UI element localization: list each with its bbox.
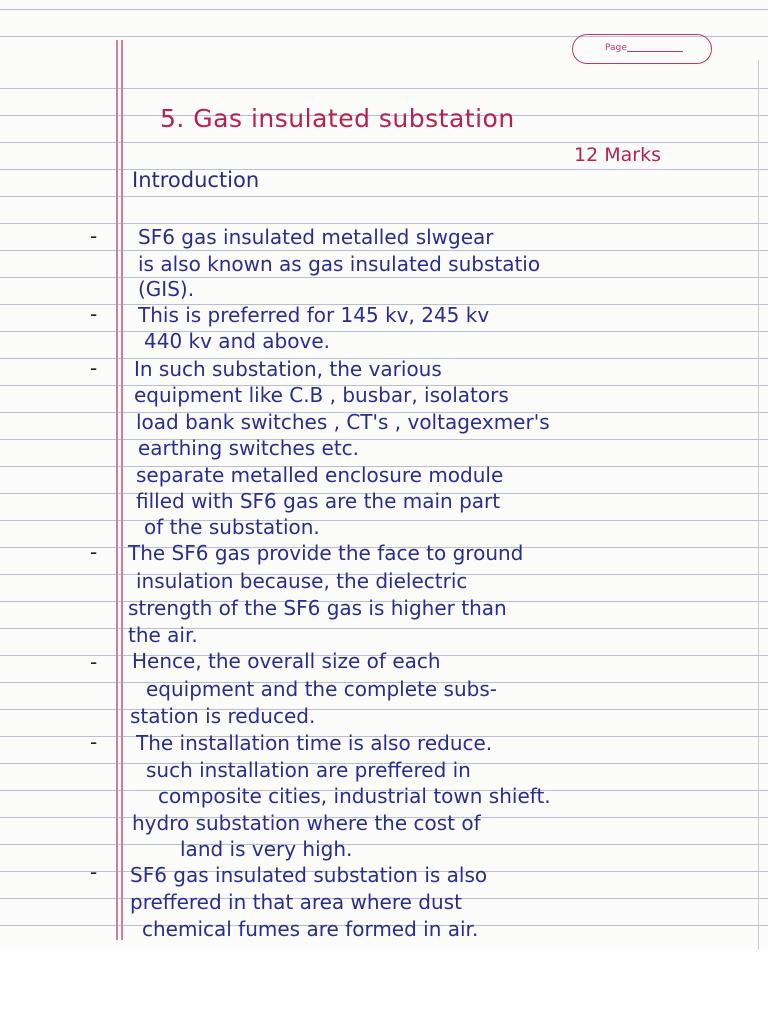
bullet-dash: - bbox=[90, 224, 98, 248]
text-line: This is preferred for 145 kv, 245 kv bbox=[138, 303, 490, 327]
text-line: SF6 gas insulated metalled slwgear bbox=[138, 225, 494, 249]
text-line: strength of the SF6 gas is higher than bbox=[128, 596, 507, 620]
text-line: (GIS). bbox=[138, 277, 195, 301]
page-number-box bbox=[572, 34, 712, 64]
text-line: filled with SF6 gas are the main part bbox=[136, 489, 501, 513]
page-label: Page bbox=[605, 43, 627, 53]
text-line: chemical fumes are formed in air. bbox=[142, 917, 479, 941]
text-line: composite cities, industrial town shieft. bbox=[158, 784, 551, 808]
bullet-dash: - bbox=[90, 730, 98, 754]
text-line: equipment and the complete subs- bbox=[146, 677, 497, 701]
margin-line bbox=[121, 40, 123, 940]
text-line: SF6 gas insulated substation is also bbox=[130, 863, 488, 887]
text-line: separate metalled enclosure module bbox=[136, 463, 504, 487]
bullet-dash: - bbox=[90, 650, 98, 674]
text-line: of the substation. bbox=[144, 515, 320, 539]
page-edge bbox=[758, 60, 759, 950]
marks-label: 12 Marks bbox=[574, 144, 661, 166]
page-number-line bbox=[627, 51, 683, 52]
page-title: 5. Gas insulated substation bbox=[160, 104, 515, 133]
text-line: such installation are preffered in bbox=[146, 758, 471, 782]
text-line: The installation time is also reduce. bbox=[136, 731, 493, 755]
text-line: 440 kv and above. bbox=[144, 329, 330, 353]
bullet-dash: - bbox=[90, 860, 98, 884]
text-line: station is reduced. bbox=[130, 704, 316, 728]
text-line: hydro substation where the cost of bbox=[132, 811, 481, 835]
text-line: equipment like C.B , busbar, isolators bbox=[134, 383, 509, 407]
text-line: is also known as gas insulated substatio bbox=[138, 252, 541, 276]
text-line: the air. bbox=[128, 623, 198, 647]
text-line: The SF6 gas provide the face to ground bbox=[128, 541, 524, 565]
text-line: Hence, the overall size of each bbox=[132, 649, 441, 673]
bullet-dash: - bbox=[90, 356, 98, 380]
section-heading: Introduction bbox=[132, 168, 260, 192]
text-line: insulation because, the dielectric bbox=[136, 569, 468, 593]
text-line: In such substation, the various bbox=[134, 357, 442, 381]
text-line: earthing switches etc. bbox=[138, 436, 360, 460]
bullet-dash: - bbox=[90, 302, 98, 326]
text-line: load bank switches , CT's , voltagexmer's bbox=[136, 410, 550, 434]
text-line: preffered in that area where dust bbox=[130, 890, 462, 914]
margin-line bbox=[116, 40, 118, 940]
bullet-dash: - bbox=[90, 540, 98, 564]
text-line: land is very high. bbox=[180, 837, 353, 861]
